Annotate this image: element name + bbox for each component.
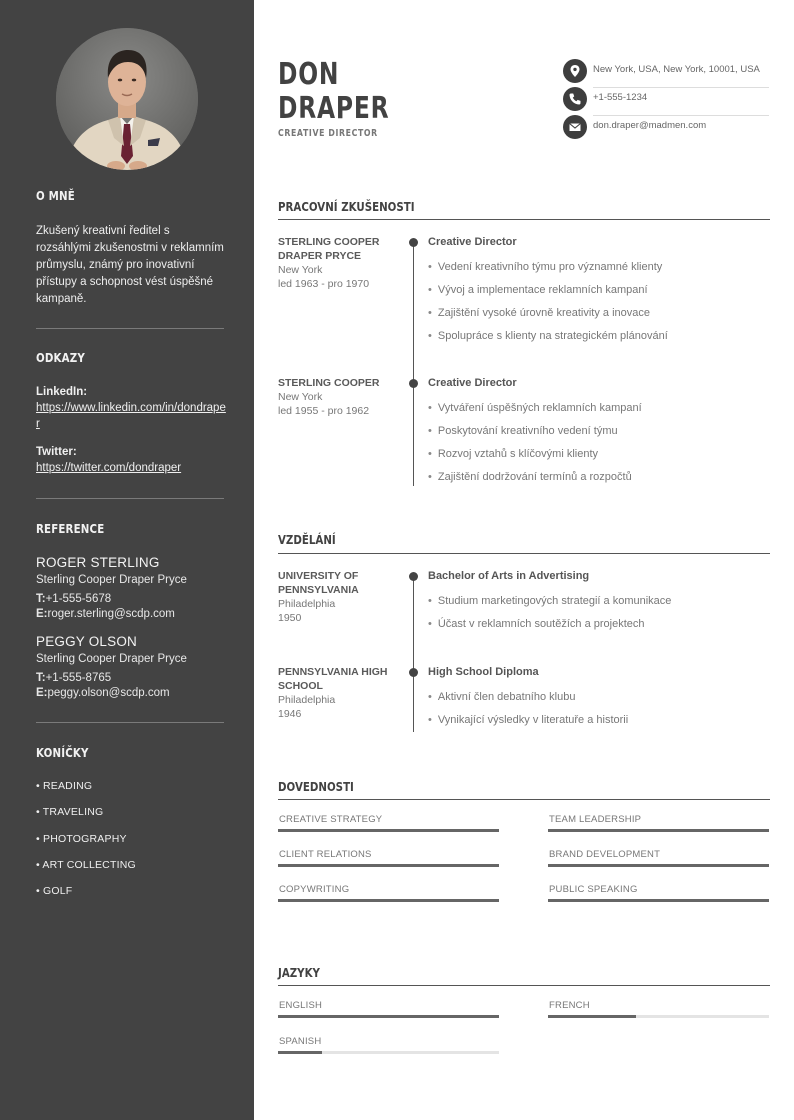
phone-value: +1-555-8765 [45, 672, 112, 684]
education-org: UNIVERSITY OF PENNSYLVANIA [278, 570, 359, 596]
experience-bullet: • Rozvoj vztahů s klíčovými klienty [428, 448, 598, 460]
section-rule [278, 219, 770, 220]
timeline-dot [409, 668, 418, 677]
hobby-item: • ART COLLECTING [36, 859, 136, 871]
profile-photo [56, 28, 198, 170]
twitter-label: Twitter: [36, 446, 77, 458]
experience-org: STERLING COOPER DRAPER PRYCE [278, 236, 380, 262]
education-location: Philadelphia [278, 694, 336, 706]
experience-role: Creative Director [428, 236, 517, 248]
education-bullet: • Vynikající výsledky v literatuře a historii [428, 714, 628, 726]
timeline-dot [409, 379, 418, 388]
about-text: Zkušený kreativní ředitel s rozsáhlými zkušenostmi v reklamním průmyslu, známý pro inovativní přístupy a schopnost vést úspěšné kampaně. [36, 225, 224, 305]
experience-bullet: • Spolupráce s klienty na strategickém plánování [428, 330, 668, 342]
education-bullet: • Aktivní člen debatního klubu [428, 691, 575, 703]
timeline-dot [409, 238, 418, 247]
first-name: DON [278, 57, 340, 92]
skill-name: PUBLIC SPEAKING [549, 884, 638, 895]
phone-value: +1-555-5678 [45, 593, 112, 605]
experience-bullet: • Vývoj a implementace reklamních kampaní [428, 284, 648, 296]
reference-email [36, 608, 175, 620]
skill-bar [548, 829, 769, 832]
language-bar [548, 1015, 769, 1018]
skill-name: BRAND DEVELOPMENT [549, 849, 661, 860]
skill-bar-fill [548, 829, 769, 832]
experience-bullet: • Zajištění vysoké úrovně kreativity a inovace [428, 307, 650, 319]
experience-dates: led 1963 - pro 1970 [278, 278, 370, 290]
skill-bar-fill [548, 899, 769, 902]
skill-bar [548, 899, 769, 902]
skill-bar [278, 864, 499, 867]
portrait-image [56, 28, 198, 170]
address-text: New York, USA, New York, 10001, USA [593, 64, 760, 75]
contact-email [563, 115, 769, 141]
experience-bullet: • Vytváření úspěšných reklamních kampaní [428, 402, 642, 414]
hobby-item: • GOLF [36, 885, 73, 897]
reference-company: Sterling Cooper Draper Pryce [36, 653, 187, 665]
phone-label: T: [36, 593, 46, 605]
experience-dates: led 1955 - pro 1962 [278, 405, 370, 417]
job-title: CREATIVE DIRECTOR [278, 128, 378, 139]
language-name: SPANISH [279, 1036, 322, 1047]
language-bar-fill [548, 1015, 636, 1018]
linkedin-label: LinkedIn: [36, 386, 88, 398]
divider [36, 722, 224, 723]
reference-email [36, 687, 170, 699]
divider [36, 498, 224, 499]
reference-company: Sterling Cooper Draper Pryce [36, 574, 187, 586]
experience-org: STERLING COOPER [278, 377, 380, 389]
email-text: don.draper@madmen.com [593, 120, 707, 131]
references-heading: REFERENCE [36, 521, 105, 536]
phone-icon [563, 87, 587, 111]
skill-bar [548, 864, 769, 867]
hobby-item: • TRAVELING [36, 806, 104, 818]
linkedin-link[interactable]: https://www.linkedin.com/in/dondraper [36, 402, 226, 430]
skill-bar-fill [278, 899, 499, 902]
education-bullet: • Studium marketingových strategií a komunikace [428, 595, 671, 607]
languages-heading: JAZYKY [278, 965, 320, 980]
mail-icon [563, 115, 587, 139]
education-dates: 1946 [278, 708, 302, 720]
email-value: peggy.olson@scdp.com [47, 687, 170, 699]
education-location: Philadelphia [278, 598, 336, 610]
education-heading: VZDĚLÁNÍ [278, 532, 336, 547]
section-rule [278, 799, 770, 800]
twitter-link[interactable]: https://twitter.com/dondraper [36, 462, 182, 474]
language-bar [278, 1015, 499, 1018]
phone-text: +1-555-1234 [593, 92, 648, 103]
email-label: E: [36, 608, 48, 620]
skill-bar [278, 829, 499, 832]
language-bar [278, 1051, 499, 1054]
skill-bar-fill [278, 829, 499, 832]
links-heading: ODKAZY [36, 350, 85, 365]
education-degree: Bachelor of Arts in Advertising [428, 570, 590, 582]
phone-label: T: [36, 672, 46, 684]
last-name: DRAPER [278, 91, 390, 126]
about-heading: O MNĚ [36, 188, 75, 203]
education-degree: High School Diploma [428, 666, 539, 678]
location-pin-icon [563, 59, 587, 83]
skills-heading: DOVEDNOSTI [278, 779, 354, 794]
skill-name: TEAM LEADERSHIP [549, 814, 642, 825]
timeline-dot [409, 572, 418, 581]
hobby-item: • PHOTOGRAPHY [36, 833, 127, 845]
experience-location: New York [278, 391, 323, 403]
language-bar-fill [278, 1051, 322, 1054]
experience-bullet: • Vedení kreativního týmu pro významné klienty [428, 261, 662, 273]
email-value: roger.sterling@scdp.com [47, 608, 175, 620]
timeline-line [413, 576, 414, 732]
section-rule [278, 985, 770, 986]
hobbies-heading: KONÍČKY [36, 745, 89, 760]
language-name: FRENCH [549, 1000, 590, 1011]
language-name: ENGLISH [279, 1000, 323, 1011]
education-org: PENNSYLVANIA HIGH SCHOOL [278, 666, 388, 692]
skill-bar-fill [548, 864, 769, 867]
timeline-line [413, 242, 414, 486]
experience-heading: PRACOVNÍ ZKUŠENOSTI [278, 199, 415, 214]
reference-phone [36, 672, 111, 684]
skill-bar-fill [278, 864, 499, 867]
reference-phone [36, 593, 111, 605]
experience-bullet: • Zajištění dodržování termínů a rozpočtů [428, 471, 632, 483]
hobby-item: • READING [36, 780, 93, 792]
divider [36, 328, 224, 329]
reference-name: PEGGY OLSON [36, 634, 137, 649]
contact-phone [563, 87, 769, 113]
experience-role: Creative Director [428, 377, 517, 389]
education-bullet: • Účast v reklamních soutěžích a projektech [428, 618, 645, 630]
skill-name: COPYWRITING [279, 884, 350, 895]
section-rule [278, 553, 770, 554]
skill-bar [278, 899, 499, 902]
language-bar-fill [278, 1015, 499, 1018]
email-label: E: [36, 687, 48, 699]
experience-bullet: • Poskytování kreativního vedení týmu [428, 425, 618, 437]
sidebar [0, 0, 254, 1120]
experience-location: New York [278, 264, 323, 276]
contact-address [563, 59, 769, 85]
skill-name: CLIENT RELATIONS [279, 849, 372, 860]
skill-name: CREATIVE STRATEGY [279, 814, 383, 825]
reference-name: ROGER STERLING [36, 555, 160, 570]
education-dates: 1950 [278, 612, 302, 624]
